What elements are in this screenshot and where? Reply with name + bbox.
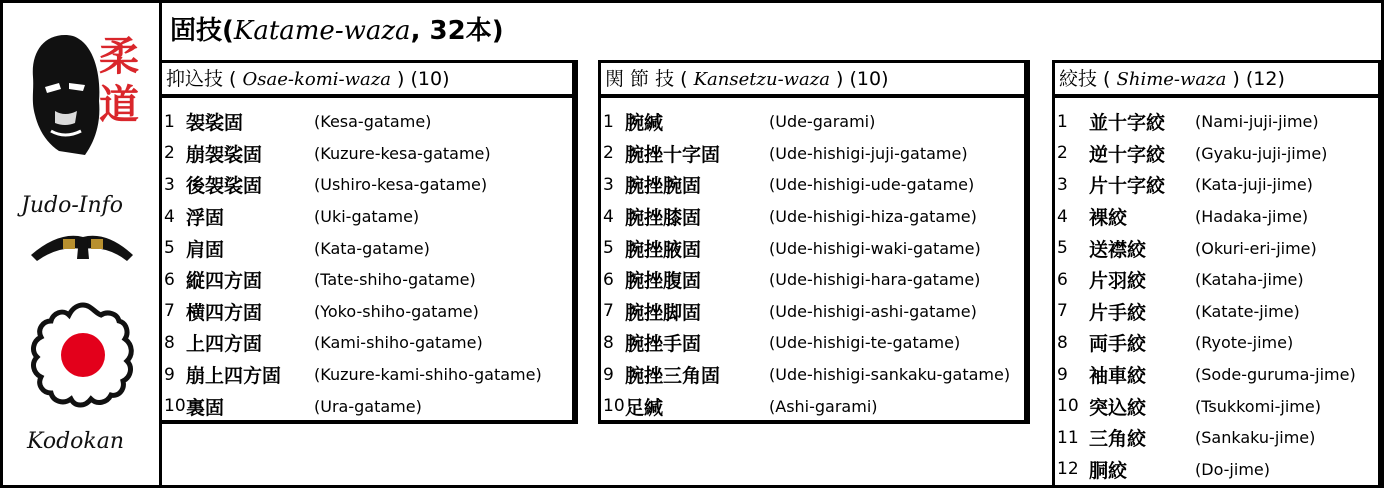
item-romaji: (Ude-hishigi-waki-gatame) (769, 238, 981, 258)
item-kanji: 腕挫腋固 (625, 238, 702, 261)
item-number: 11 (1057, 427, 1079, 448)
item-kanji: 並十字絞 (1089, 112, 1166, 135)
list-item (162, 138, 572, 170)
list-item (1055, 138, 1378, 170)
item-romaji: (Kami-shiho-gatame) (314, 333, 483, 353)
logo-kanji-do: 道 (99, 81, 139, 128)
item-kanji: 腕挫脚固 (625, 301, 702, 324)
list-item (1055, 454, 1378, 486)
item-number: 6 (603, 269, 614, 290)
item-kanji: 袖車絞 (1089, 365, 1147, 388)
item-number: 8 (1057, 332, 1068, 353)
panel-header-jp: 抑込技 (166, 68, 224, 90)
brand-judo-info: Judo-Info (21, 193, 123, 218)
item-kanji: 縦四方固 (186, 270, 263, 293)
item-kanji: 片羽絞 (1089, 270, 1147, 293)
item-number: 9 (164, 364, 175, 385)
list-item (162, 296, 572, 328)
list-item (1055, 201, 1378, 233)
item-kanji: 上四方固 (186, 333, 263, 356)
item-kanji: 後袈裟固 (186, 175, 263, 198)
item-kanji: 送襟絞 (1089, 238, 1147, 261)
list-item (162, 359, 572, 391)
panel-kansetsu-waza (598, 60, 1030, 424)
title-comma: , (410, 16, 430, 46)
list-item (162, 264, 572, 296)
list-item (1055, 422, 1378, 454)
item-number: 3 (603, 174, 614, 195)
item-romaji: (Okuri-eri-jime) (1195, 238, 1317, 258)
item-kanji: 裸絞 (1089, 207, 1128, 230)
judo-kanji-logo (99, 33, 139, 129)
sidebar (0, 0, 162, 488)
item-kanji: 横四方固 (186, 301, 263, 324)
panel-header-romaji: Osae-komi-waza (242, 69, 391, 90)
list-item (601, 106, 1024, 138)
item-romaji: (Kata-juji-jime) (1195, 175, 1313, 195)
item-romaji: (Kataha-jime) (1195, 270, 1304, 290)
item-number: 7 (164, 301, 175, 322)
item-number: 5 (164, 238, 175, 259)
item-romaji: (Katate-jime) (1195, 301, 1300, 321)
panel-shime-waza (1052, 60, 1384, 488)
item-number: 9 (603, 364, 614, 385)
item-kanji: 腕挫腕固 (625, 175, 702, 198)
item-romaji: (Yoko-shiho-gatame) (314, 301, 479, 321)
item-romaji: (Uki-gatame) (314, 207, 420, 227)
item-kanji: 腕挫膝固 (625, 207, 702, 230)
panel-header-romaji: Kansetzu-waza (693, 69, 830, 90)
item-number: 8 (164, 332, 175, 353)
item-romaji: (Ushiro-kesa-gatame) (314, 175, 488, 195)
item-romaji: (Nami-juji-jime) (1195, 112, 1319, 132)
item-kanji: 崩袈裟固 (186, 143, 263, 166)
item-romaji: (Ashi-garami) (769, 396, 878, 416)
panel-header-count: (10) (849, 68, 889, 90)
item-kanji: 腕挫十字固 (625, 143, 721, 166)
list-item (162, 232, 572, 264)
logo-kanji-ju: 柔 (99, 33, 139, 80)
item-kanji: 浮固 (186, 207, 225, 230)
list-item (162, 169, 572, 201)
title-romaji: Katame-waza (233, 16, 411, 46)
panel-header-romaji: Shime-waza (1116, 69, 1227, 90)
item-romaji: (Sankaku-jime) (1195, 428, 1316, 448)
panel-body (1052, 98, 1384, 488)
item-number: 4 (164, 206, 175, 227)
panel-header-count: (10) (410, 68, 450, 90)
black-belt-icon (29, 229, 135, 265)
item-number: 2 (1057, 143, 1068, 164)
item-kanji: 逆十字絞 (1089, 143, 1166, 166)
item-romaji: (Ude-hishigi-te-gatame) (769, 333, 961, 353)
item-romaji: (Ude-hishigi-hara-gatame) (769, 270, 981, 290)
item-kanji: 肩固 (186, 238, 225, 261)
kodokan-emblem-icon (25, 299, 141, 415)
list-item (162, 201, 572, 233)
item-kanji: 腕挫腹固 (625, 270, 702, 293)
list-item (1055, 232, 1378, 264)
list-item (1055, 390, 1378, 422)
list-item (1055, 327, 1378, 359)
list-item (601, 232, 1024, 264)
item-number: 2 (164, 143, 175, 164)
panel-header: 絞技 ( Shime-waza ) (12) (1052, 60, 1384, 98)
panel-header: 関 節 技 ( Kansetzu-waza ) (10) (598, 60, 1030, 98)
item-number: 3 (1057, 174, 1068, 195)
item-kanji: 腕挫手固 (625, 333, 702, 356)
list-item (601, 327, 1024, 359)
item-number: 5 (1057, 238, 1068, 259)
title-count: 32本 (429, 16, 492, 46)
item-number: 4 (603, 206, 614, 227)
item-number: 10 (603, 396, 625, 417)
item-romaji: (Hadaka-jime) (1195, 207, 1309, 227)
item-number: 10 (1057, 396, 1079, 417)
panel-osae-komi-waza (162, 60, 578, 424)
item-romaji: (Ude-hishigi-hiza-gatame) (769, 207, 977, 227)
page-title (170, 10, 504, 47)
item-romaji: (Ryote-jime) (1195, 333, 1294, 353)
item-romaji: (Ude-hishigi-ude-gatame) (769, 175, 975, 195)
item-kanji: 裏固 (186, 396, 225, 419)
item-romaji: (Ude-garami) (769, 112, 876, 132)
item-kanji: 崩上四方固 (186, 365, 282, 388)
item-romaji: (Ude-hishigi-juji-gatame) (769, 143, 968, 163)
list-item (601, 264, 1024, 296)
list-item (601, 296, 1024, 328)
item-kanji: 腕緘 (625, 112, 664, 135)
item-romaji: (Ura-gatame) (314, 396, 422, 416)
item-number: 1 (164, 111, 175, 132)
item-romaji: (Do-jime) (1195, 459, 1270, 479)
item-kanji: 三角絞 (1089, 428, 1147, 451)
list-item (601, 138, 1024, 170)
panel-header-jp: 絞技 (1059, 68, 1098, 90)
item-number: 4 (1057, 206, 1068, 227)
list-item (1055, 264, 1378, 296)
item-number: 7 (603, 301, 614, 322)
title-jp: 固技 (170, 16, 223, 46)
item-kanji: 片十字絞 (1089, 175, 1166, 198)
item-number: 1 (603, 111, 614, 132)
panel-body (598, 98, 1030, 424)
item-romaji: (Kuzure-kami-shiho-gatame) (314, 365, 542, 385)
list-item (162, 327, 572, 359)
panel-body (162, 98, 578, 424)
item-number: 2 (603, 143, 614, 164)
item-kanji: 突込絞 (1089, 396, 1147, 419)
item-romaji: (Sode-guruma-jime) (1195, 365, 1356, 385)
list-item (601, 169, 1024, 201)
item-romaji: (Kata-gatame) (314, 238, 430, 258)
item-romaji: (Tate-shiho-gatame) (314, 270, 476, 290)
item-romaji: (Kuzure-kesa-gatame) (314, 143, 491, 163)
item-kanji: 片手絞 (1089, 301, 1147, 324)
list-item (162, 106, 572, 138)
item-number: 6 (164, 269, 175, 290)
item-romaji: (Kesa-gatame) (314, 112, 432, 132)
item-number: 3 (164, 174, 175, 195)
panel-header-jp: 関 節 技 (605, 68, 675, 90)
item-kanji: 腕挫三角固 (625, 365, 721, 388)
item-number: 7 (1057, 301, 1068, 322)
item-kanji: 袈裟固 (186, 112, 244, 135)
founder-portrait-icon (25, 31, 105, 159)
item-number: 9 (1057, 364, 1068, 385)
item-number: 12 (1057, 459, 1079, 480)
item-number: 10 (164, 396, 186, 417)
title-paren-close: ) (491, 16, 504, 46)
item-number: 5 (603, 238, 614, 259)
item-number: 6 (1057, 269, 1068, 290)
item-number: 8 (603, 332, 614, 353)
panel-header-count: (12) (1245, 68, 1285, 90)
item-number: 1 (1057, 111, 1068, 132)
title-paren-open: ( (222, 16, 234, 46)
brand-kodokan: Kodokan (27, 429, 125, 454)
list-item (1055, 106, 1378, 138)
item-kanji: 両手絞 (1089, 333, 1147, 356)
item-kanji: 足緘 (625, 396, 664, 419)
item-kanji: 胴絞 (1089, 459, 1128, 482)
list-item (1055, 169, 1378, 201)
list-item (601, 359, 1024, 391)
list-item (1055, 359, 1378, 391)
list-item (601, 390, 1024, 422)
panel-header: 抑込技 ( Osae-komi-waza ) (10) (162, 60, 578, 98)
list-item (162, 390, 572, 422)
item-romaji: (Tsukkomi-jime) (1195, 396, 1321, 416)
list-item (1055, 296, 1378, 328)
list-item (601, 201, 1024, 233)
item-romaji: (Ude-hishigi-sankaku-gatame) (769, 365, 1011, 385)
item-romaji: (Ude-hishigi-ashi-gatame) (769, 301, 977, 321)
item-romaji: (Gyaku-juji-jime) (1195, 143, 1328, 163)
